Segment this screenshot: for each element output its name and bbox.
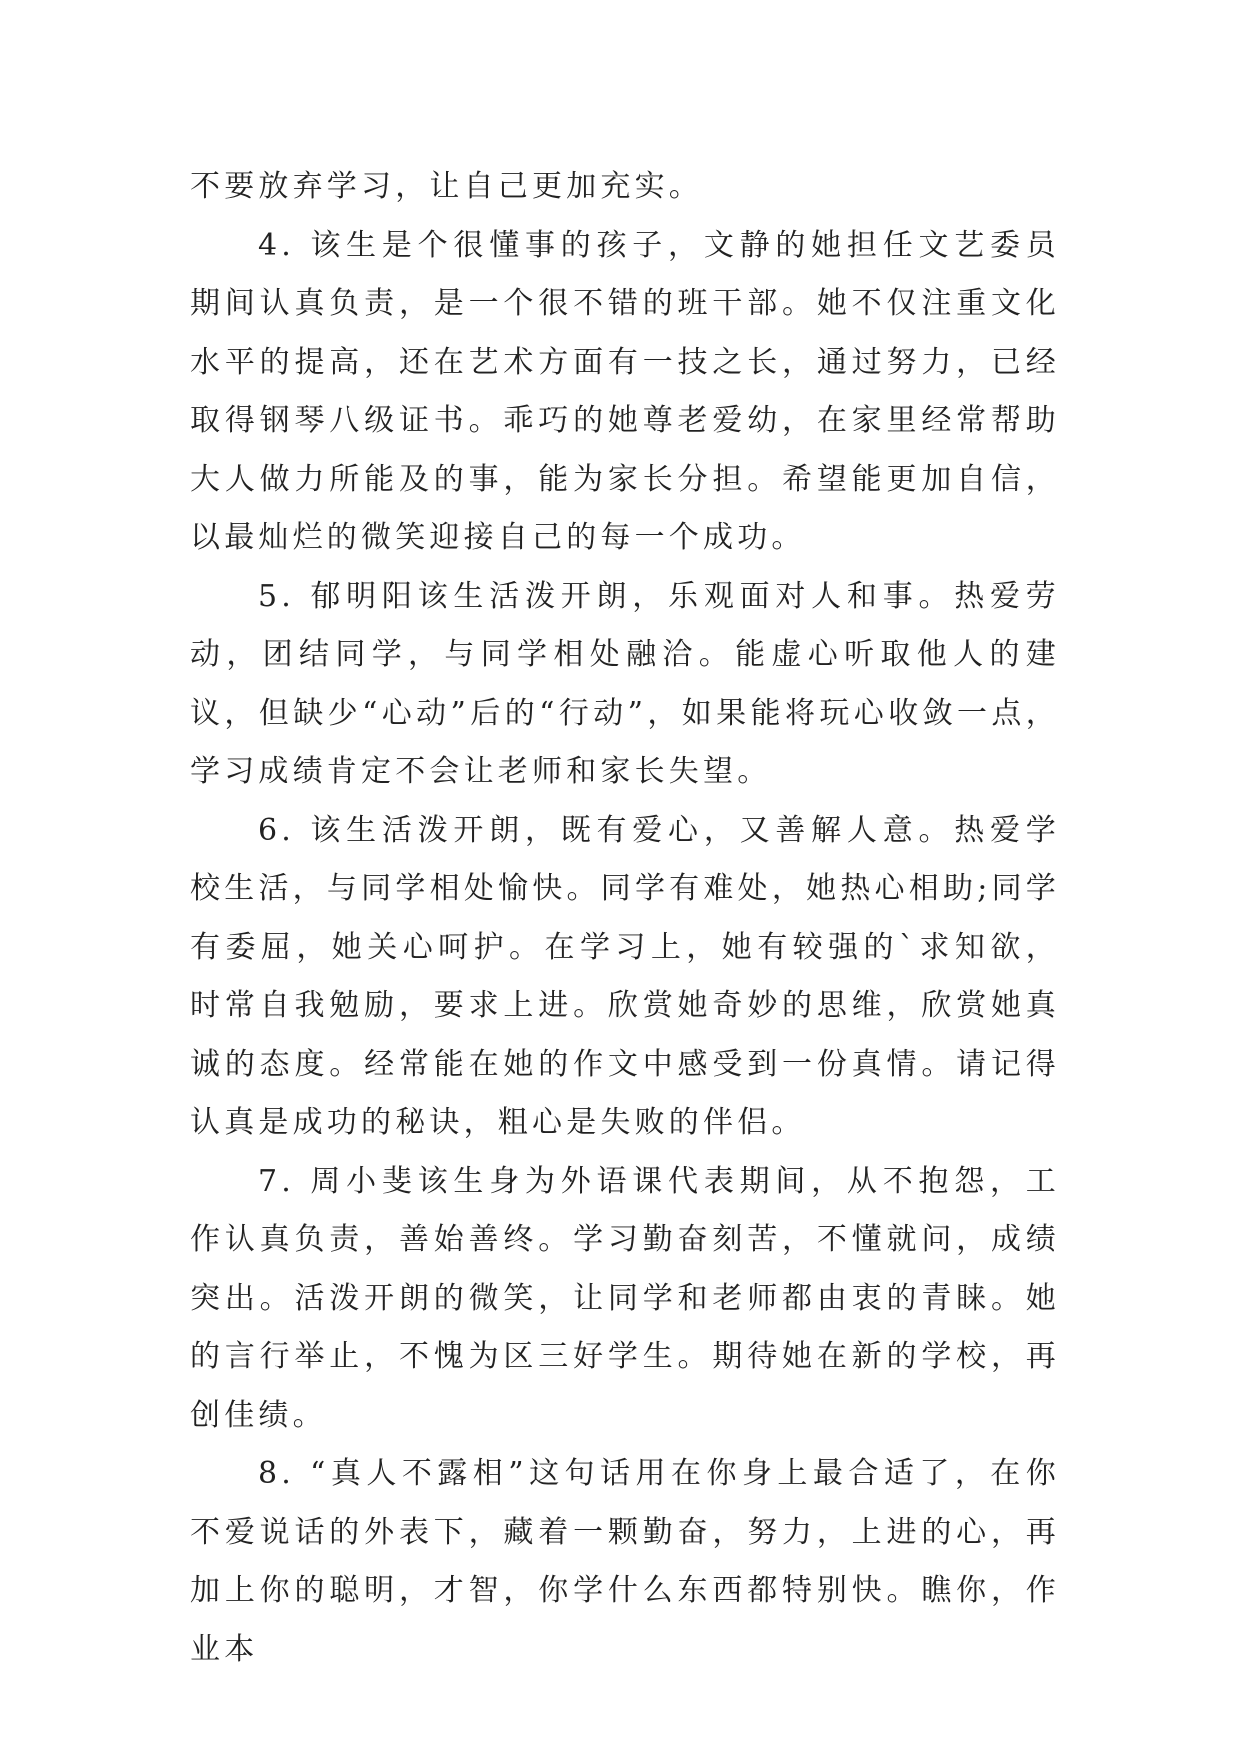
- paragraph-item-5: 5. 郁明阳该生活泼开朗，乐观面对人和事。热爱劳动，团结同学，与同学相处融洽。能虚心听取他人的建议，但缺少“心动”后的“行动”，如果能将玩心收敛一点，学习成绩肯定不会让老师和家长失望。: [190, 578, 1060, 789]
- paragraph-item-8: 8. “真人不露相”这句话用在你身上最合适了，在你不爱说话的外表下，藏着一颗勤奋，努力，上进的心，再加上你的聪明，才智，你学什么东西都特别快。瞧你，作业本: [190, 1456, 1060, 1667]
- document-body: [190, 158, 1060, 1679]
- paragraph-item-4: 4. 该生是个很懂事的孩子，文静的她担任文艺委员期间认真负责，是一个很不错的班干部。她不仅注重文化水平的提高，还在艺术方面有一技之长，通过努力，已经取得钢琴八级证书。乖巧的她尊老爱幼，在家里经常帮助大人做力所能及的事，能为家长分担。希望能更加自信，以最灿烂的微笑迎接自己的每一个成功。: [190, 227, 1060, 555]
- paragraph-continuation: 不要放弃学习，让自己更加充实。: [190, 169, 703, 204]
- paragraph-item-7: 7. 周小斐该生身为外语课代表期间，从不抱怨，工作认真负责，善始善终。学习勤奋刻苦，不懂就问，成绩突出。活泼开朗的微笑，让同学和老师都由衷的青睐。她的言行举止，不愧为区三好学生。期待她在新的学校，再创佳绩。: [190, 1163, 1060, 1433]
- paragraph-item-6: 6. 该生活泼开朗，既有爱心，又善解人意。热爱学校生活，与同学相处愉快。同学有难处，她热心相助;同学有委屈，她关心呵护。在学习上，她有较强的`求知欲，时常自我勉励，要求上进。欣赏她奇妙的思维，欣赏她真诚的态度。经常能在她的作文中感受到一份真情。请记得认真是成功的秘诀，粗心是失败的伴侣。: [190, 812, 1060, 1140]
